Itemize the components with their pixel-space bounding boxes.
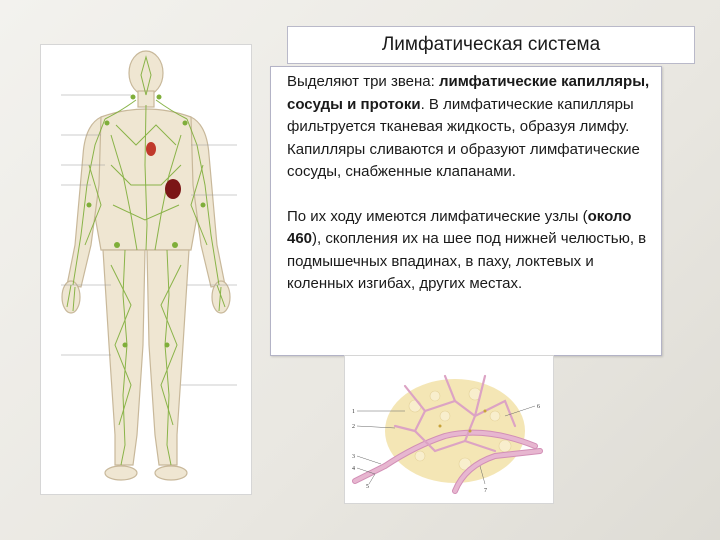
capillary-label-2: 2 [352,424,355,430]
paragraph1-text-1: Выделяют три звена: [287,73,439,90]
paragraph-lymph-nodes [287,206,651,296]
heart-shape [146,142,156,156]
lymph-capillaries-figure [344,355,554,504]
paragraph1-text-2: . В лимфатические капилляры фильтруется тканевая жидкость, образуя лимфу. Капилляры сливаются и образуют лимфатические сосуды, снабженные клапанами. [287,95,640,180]
description-text-box [270,66,662,356]
body-illustration [41,45,251,494]
slide-title: Лимфатическая система [287,26,695,64]
spleen-shape [165,179,181,199]
paragraph2-bold: около 460 [287,207,632,247]
capillary-label-6: 6 [537,404,540,410]
capillary-label-3: 3 [352,454,355,460]
paragraph2-text-2: ), скопления их на шее под нижней челюстью, в подмышечных впадинах, в паху, локтевых и коленных изгибах, других местах. [287,230,647,292]
paragraph1-bold: лимфатические капилляры, сосуды и протоки [287,73,650,113]
paragraph-lymph-links [287,71,651,184]
capillary-label-4: 4 [352,466,355,472]
paragraph2-text-1: По их ходу имеются лимфатические узлы ( [287,207,588,225]
capillary-label-7: 7 [484,488,487,494]
capillaries-illustration [345,356,553,503]
capillary-label-5: 5 [366,484,369,490]
capillary-label-1: 1 [352,409,355,415]
lymphatic-body-figure [40,44,252,495]
